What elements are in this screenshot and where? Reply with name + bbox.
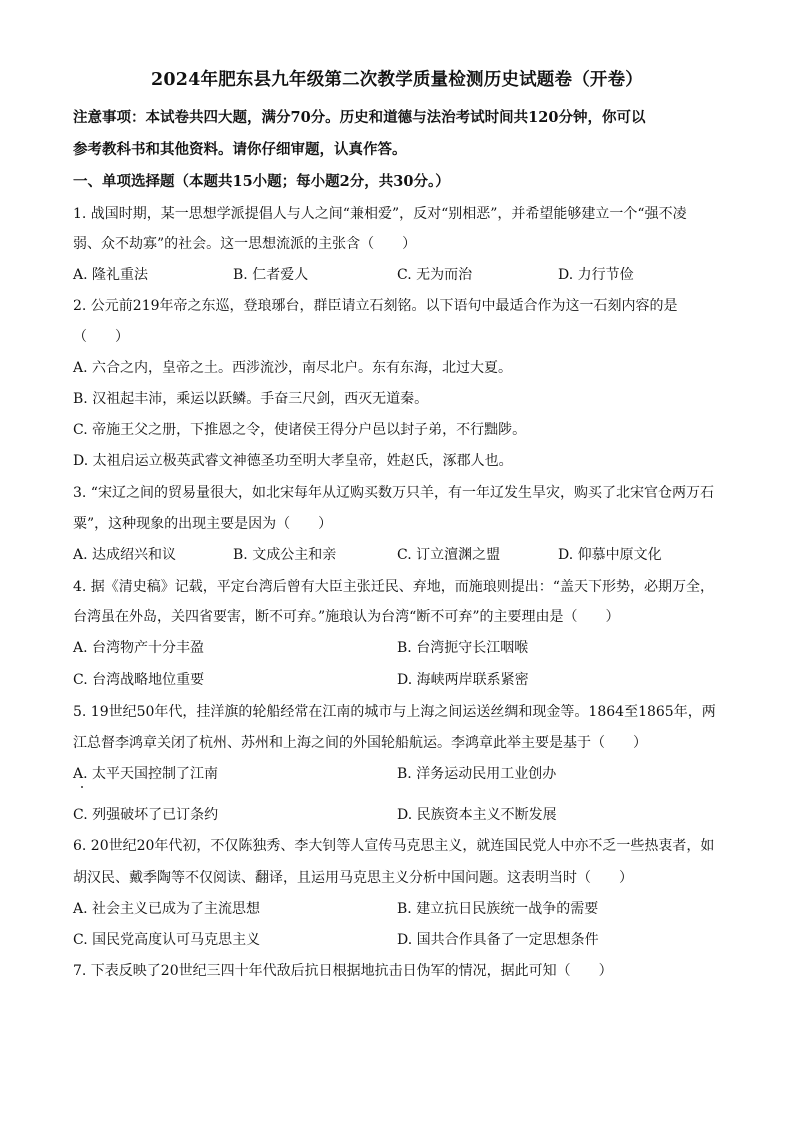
question-2-line-2: （ ） [73, 329, 129, 345]
question-3-line-1: 3. “宋辽之间的贸易量很大，如北宋每年从辽购买数万只羊，有一年辽发生旱灾，购买了北宋官仓两万石 [73, 485, 714, 501]
question-4-option-c[interactable]: C. 台湾战略地位重要 [73, 672, 205, 688]
question-3-option-c[interactable]: C. 订立澶渊之盟 [397, 547, 501, 563]
question-7-line-1: 7. 下表反映了20世纪三四十年代敌后抗日根据地抗击日伪军的情况，据此可知（ ） [73, 963, 613, 979]
question-5-line-2: 江总督李鸿章关闭了杭州、苏州和上海之间的外国轮船航运。李鸿章此举主要是基于（ ） [73, 735, 647, 751]
question-1-line-2: 弱、众不劫寡”的社会。这一思想流派的主张含（ ） [73, 236, 417, 252]
question-4-option-d[interactable]: D. 海峡两岸联系紧密 [397, 672, 529, 688]
question-5-option-c[interactable]: C. 列强破坏了已订条约 [73, 807, 219, 823]
question-3-option-b[interactable]: B. 文成公主和亲 [233, 547, 337, 563]
question-6-line-1: 6. 20世纪20年代初，不仅陈独秀、李大钊等人宣传马克思主义，就连国民党人中亦不乏一些热衷者，如 [73, 838, 715, 854]
question-2-option-d[interactable]: D. 太祖启运立极英武睿文神德圣功至明大孝皇帝，姓赵氏，涿郡人也。 [73, 453, 513, 469]
question-1-option-c[interactable]: C. 无为而治 [397, 267, 473, 283]
question-2-option-b[interactable]: B. 汉祖起丰沛，乘运以跃鳞。手奋三尺剑，西灭无道秦。 [73, 391, 429, 407]
question-3-option-d[interactable]: D. 仰慕中原文化 [558, 547, 662, 563]
exam-title: 2024年肥东县九年级第二次教学质量检测历史试题卷（开卷） [150, 70, 643, 90]
question-2-option-a[interactable]: A. 六合之内，皇帝之土。西涉流沙，南尽北户。东有东海，北过大夏。 [73, 360, 513, 376]
question-2-line-1: 2. 公元前219年帝之东巡，登琅琊台，群臣请立石刻铭。以下语句中最适合作为这一石刻内容的是 [73, 298, 678, 314]
question-6-option-a[interactable]: A. 社会主义已成为了主流思想 [73, 901, 261, 917]
question-4-option-a[interactable]: A. 台湾物产十分丰盈 [73, 640, 205, 656]
notice-line-1: 注意事项：本试卷共四大题，满分70分。历史和道德与法治考试时间共120分钟，你可以 [73, 109, 646, 126]
question-6-line-2: 胡汉民、戴季陶等不仅阅读、翻译，且运用马克思主义分析中国问题。这表明当时（ ） [73, 870, 633, 886]
question-1-option-a[interactable]: A. 隆礼重法 [73, 267, 149, 283]
question-5-option-d[interactable]: D. 民族资本主义不断发展 [397, 807, 557, 823]
question-4-line-1: 4. 据《清史稿》记载，平定台湾后曾有大臣主张迁民、弃地，而施琅则提出：“盖天下形势，必期万全， [73, 579, 714, 595]
question-4-option-b[interactable]: B. 台湾扼守长江咽喉 [397, 640, 529, 656]
stray-dot-mark [81, 786, 83, 788]
question-1-line-1: 1. 战国时期，某一思想学派提倡人与人之间“兼相爱”，反对“别相恶”，并希望能够建立一个“强不凌 [73, 206, 687, 222]
question-5-option-b[interactable]: B. 洋务运动民用工业创办 [397, 766, 557, 782]
notice-line-2: 参考教科书和其他资料。请你仔细审题，认真作答。 [73, 141, 407, 158]
question-6-option-d[interactable]: D. 国共合作具备了一定思想条件 [397, 932, 599, 948]
question-3-line-2: 粟”，这种现象的出现主要是因为（ ） [73, 516, 333, 532]
question-1-option-d[interactable]: D. 力行节俭 [558, 267, 634, 283]
question-5-option-a[interactable]: A. 太平天国控制了江南 [73, 766, 219, 782]
question-1-option-b[interactable]: B. 仁者爱人 [233, 267, 309, 283]
question-4-line-2: 台湾虽在外岛，关四省要害，断不可弃。”施琅认为台湾“断不可弃”的主要理由是（ ） [73, 609, 620, 625]
question-5-line-1: 5. 19世纪50年代，挂洋旗的轮船经常在江南的城市与上海之间运送丝绸和现金等。1864至1865年，两 [73, 704, 716, 720]
question-2-option-c[interactable]: C. 帝施王父之册，下推恩之令，使诸侯王得分户邑以封子弟，不行黜陟。 [73, 422, 527, 438]
question-6-option-b[interactable]: B. 建立抗日民族统一战争的需要 [397, 901, 599, 917]
question-3-option-a[interactable]: A. 达成绍兴和议 [73, 547, 177, 563]
question-6-option-c[interactable]: C. 国民党高度认可马克思主义 [73, 932, 261, 948]
section-heading: 一、单项选择题（本题共15小题；每小题2分，共30分。） [73, 173, 450, 190]
